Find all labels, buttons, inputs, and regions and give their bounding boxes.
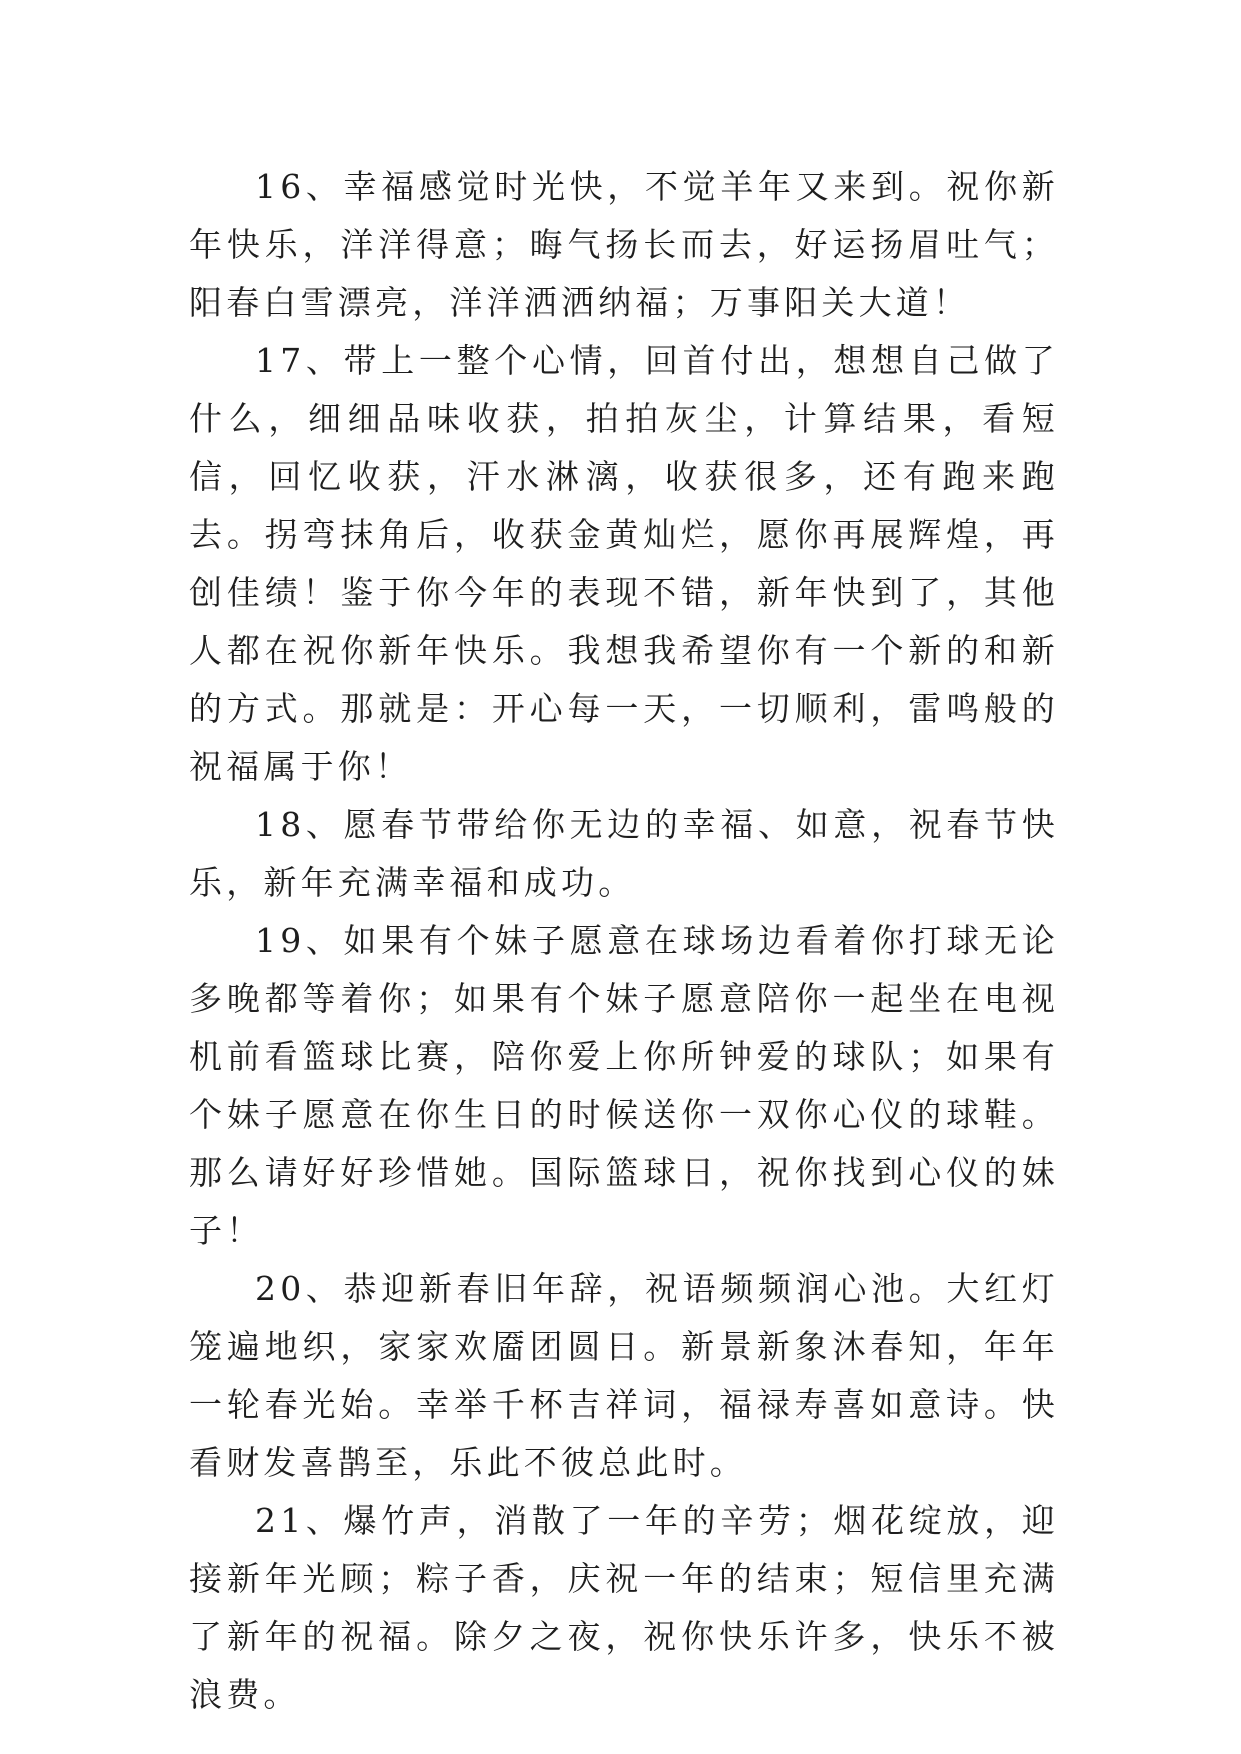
paragraph-18: 18、愿春节带给你无边的幸福、如意，祝春节快乐，新年充满幸福和成功。 bbox=[189, 805, 1059, 902]
paragraph-16: 16、幸福感觉时光快，不觉羊年又来到。祝你新年快乐，洋洋得意；晦气扬长而去，好运扬眉吐气；阳春白雪漂亮，洋洋洒洒纳福；万事阳关大道！ bbox=[189, 167, 1059, 322]
paragraph-17: 17、带上一整个心情，回首付出，想想自己做了什么，细细品味收获，拍拍灰尘，计算结果，看短信，回忆收获，汗水淋漓，收获很多，还有跑来跑去。拐弯抹角后，收获金黄灿烂，愿你再展辉煌，再创佳绩！鉴于你今年的表现不错，新年快到了，其他人都在祝你新年快乐。我想我希望你有一个新的和新的方式。那就是：开心每一天，一切顺利，雷鸣般的祝福属于你！ bbox=[189, 341, 1059, 786]
paragraph-20: 20、恭迎新春旧年辞，祝语频频润心池。大红灯笼遍地织，家家欢靥团圆日。新景新象沐春知，年年一轮春光始。幸举千杯吉祥词，福禄寿喜如意诗。快看财发喜鹊至，乐此不彼总此时。 bbox=[189, 1269, 1059, 1482]
document-body bbox=[189, 158, 1059, 1724]
paragraph-19: 19、如果有个妹子愿意在球场边看着你打球无论多晚都等着你；如果有个妹子愿意陪你一起坐在电视机前看篮球比赛，陪你爱上你所钟爱的球队；如果有个妹子愿意在你生日的时候送你一双你心仪的球鞋。那么请好好珍惜她。国际篮球日，祝你找到心仪的妹子！ bbox=[189, 921, 1059, 1250]
paragraph-21: 21、爆竹声，消散了一年的辛劳；烟花绽放，迎接新年光顾；粽子香，庆祝一年的结束；短信里充满了新年的祝福。除夕之夜，祝你快乐许多，快乐不被浪费。 bbox=[189, 1501, 1059, 1714]
